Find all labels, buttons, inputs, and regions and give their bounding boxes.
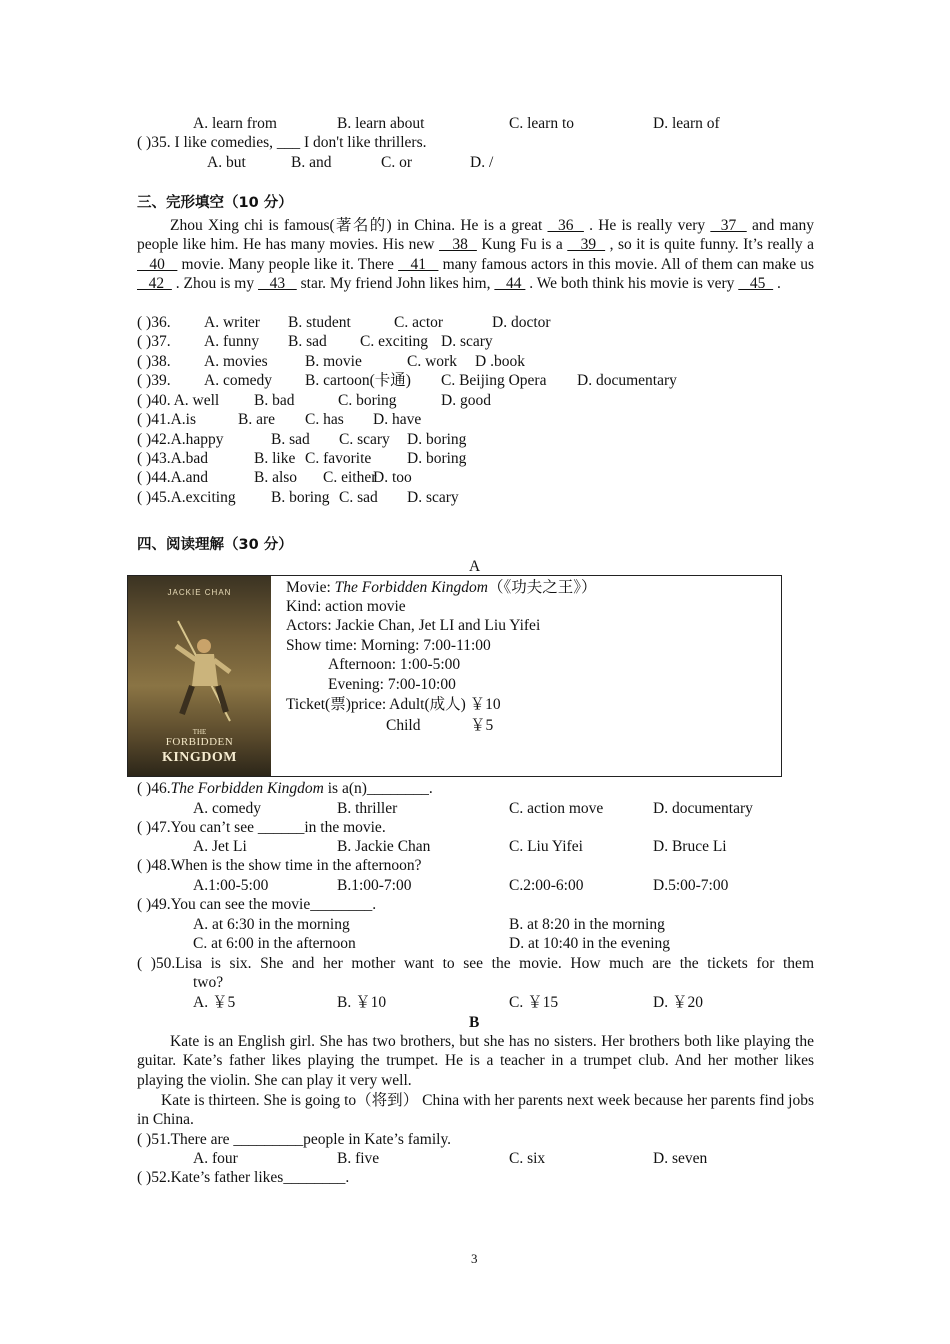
- q52-stem: ( )52.Kate’s father likes________.: [137, 1169, 350, 1186]
- q51-option-c: C. six: [509, 1150, 546, 1167]
- cloze-blank: 44: [494, 275, 526, 293]
- cloze-question-number: ( )45.A.exciting: [137, 489, 236, 506]
- cloze-question-number: ( )42.A.happy: [137, 431, 224, 448]
- cloze-text: star. My friend John likes him,: [296, 275, 495, 293]
- cloze-question-number: ( )40. A. well: [137, 392, 220, 409]
- q49-option-d: D. at 10:40 in the evening: [509, 935, 670, 952]
- movie-actors: Actors: Jackie Chan, Jet LI and Liu Yifei: [286, 617, 541, 634]
- cloze-text: and many people like him. He has many movies. His new: [137, 217, 814, 254]
- q51-option-b: B. five: [337, 1150, 380, 1167]
- cloze-blank: 37: [710, 217, 747, 234]
- cloze-question-option: B. boring: [271, 489, 330, 506]
- poster-title-kingdom: KINGDOM: [161, 750, 238, 765]
- cloze-question-number: ( )41.A.is: [137, 411, 196, 428]
- cloze-question-number: ( )44.A.and: [137, 469, 209, 486]
- q46-prefix: ( )46.: [137, 780, 171, 797]
- q35-stem: ( )35. I like comedies, ___ I don't like thrillers.: [137, 134, 427, 151]
- cloze-text: Kung Fu is a: [476, 236, 568, 254]
- cloze-question-option: B. sad: [288, 333, 327, 350]
- q35-option-b: B. and: [291, 154, 332, 171]
- cloze-question-option: A. movies: [204, 353, 268, 370]
- cloze-question-option: D. boring: [407, 431, 467, 448]
- cloze-blank: 39: [567, 236, 606, 254]
- q46-option-b: B. thriller: [337, 800, 398, 817]
- cloze-text: , so it is quite funny. It’s really a: [605, 236, 814, 254]
- poster-title-forbidden: FORBIDDEN: [165, 736, 234, 748]
- q34-option-d: D. learn of: [653, 115, 720, 132]
- cloze-question-option: C. work: [407, 353, 457, 370]
- movie-label: Movie:: [286, 579, 335, 596]
- cloze-question-number: ( )36.: [137, 314, 171, 331]
- cloze-text: . He is really very: [583, 217, 711, 234]
- movie-title-line: [286, 578, 596, 597]
- cloze-question-option: B. bad: [254, 392, 295, 409]
- cloze-question-option: D. good: [441, 392, 491, 409]
- cloze-question-option: C. either: [323, 469, 377, 486]
- q46-title: The Forbidden Kingdom: [170, 780, 324, 797]
- page-number: 3: [471, 1251, 478, 1266]
- movie-poster: [128, 576, 271, 776]
- cloze-question-option: D .book: [475, 353, 525, 370]
- cloze-question-number: ( )38.: [137, 353, 171, 370]
- cloze-question-option: D. too: [373, 469, 412, 486]
- cloze-question-option: B. are: [238, 411, 276, 428]
- q50-stem: ( )50.Lisa is six. She and her mother want to see the movie. How much are the tickets for them: [137, 955, 814, 972]
- movie-kind: Kind: action movie: [286, 598, 406, 615]
- q35-option-a: A. but: [207, 154, 246, 171]
- q49-option-b: B. at 8:20 in the morning: [509, 916, 665, 933]
- q49-option-c: C. at 6:00 in the afternoon: [193, 935, 356, 952]
- cloze-blank: 41: [398, 255, 439, 273]
- q46-rest: is a(n)________.: [323, 780, 433, 797]
- cloze-question-option: C. favorite: [305, 450, 372, 467]
- cloze-text: movie. Many people like it. There: [177, 255, 399, 273]
- q34-option-b: B. learn about: [337, 115, 425, 132]
- cloze-question-option: D. have: [373, 411, 422, 428]
- q34-option-a: A. learn from: [193, 115, 277, 132]
- passage-b-paragraph-2: Kate is thirteen. She is going to（将到） China with her parents next week because her parents find jobs in China.: [137, 1092, 814, 1129]
- cloze-question-option: B. like: [254, 450, 296, 467]
- cloze-question-number: ( )37.: [137, 333, 171, 350]
- q47-option-b: B. Jackie Chan: [337, 838, 431, 855]
- q35-option-c: C. or: [381, 154, 412, 171]
- q50-option-b: B. ￥10: [337, 994, 387, 1011]
- cloze-question-option: B. sad: [271, 431, 310, 448]
- q46-option-d: D. documentary: [653, 800, 753, 817]
- q46-stem: [137, 779, 433, 798]
- cloze-question-option: C. sad: [339, 489, 378, 506]
- q50-option-a: A. ￥5: [193, 994, 236, 1011]
- passage-a-label: A: [469, 558, 481, 575]
- cloze-question-option: C. actor: [394, 314, 444, 331]
- cloze-text: many famous actors in this movie. All of them can make us: [438, 255, 815, 273]
- cloze-question-option: B. student: [288, 314, 351, 331]
- cloze-question-option: D. documentary: [577, 372, 677, 389]
- q48-stem: ( )48.When is the show time in the afternoon?: [137, 857, 422, 874]
- ticket-child-label: Child: [386, 717, 421, 734]
- q46-option-c: C. action move: [509, 800, 604, 817]
- cloze-blank: 45: [738, 275, 774, 293]
- q48-option-b: B.1:00-7:00: [337, 877, 412, 894]
- cloze-question-option: D. boring: [407, 450, 467, 467]
- q48-option-c: C.2:00-6:00: [509, 877, 584, 894]
- cloze-question-option: A. funny: [204, 333, 260, 350]
- q49-option-a: A. at 6:30 in the morning: [193, 916, 350, 933]
- cloze-text: . Zhou is my: [171, 275, 258, 293]
- section-3-title: 三、完形填空（10 分）: [137, 195, 293, 211]
- q35-option-d: D. /: [470, 154, 494, 171]
- cloze-text: .: [773, 275, 781, 293]
- cloze-blank: 36: [547, 217, 584, 234]
- ticket-adult: Ticket(票)price: Adult(成人) ￥10: [286, 696, 501, 713]
- poster-figure: [168, 616, 238, 726]
- cloze-blank: 40: [137, 255, 178, 273]
- cloze-question-option: B. also: [254, 469, 298, 486]
- cloze-text: . We both think his movie is very: [525, 275, 739, 293]
- cloze-question-option: A. comedy: [204, 372, 273, 389]
- cloze-blank: 43: [258, 275, 297, 293]
- cloze-question-number: ( )43.A.bad: [137, 450, 209, 467]
- q47-option-d: D. Bruce Li: [653, 838, 727, 855]
- q51-stem: ( )51.There are _________people in Kate’s family.: [137, 1131, 452, 1148]
- poster-star-name: JACKIE CHAN: [167, 588, 232, 597]
- movie-title: The Forbidden Kingdom: [334, 579, 488, 596]
- q51-option-a: A. four: [193, 1150, 238, 1167]
- cloze-question-option: D. scary: [441, 333, 493, 350]
- cloze-question-number: ( )39.: [137, 372, 171, 389]
- q48-option-a: A.1:00-5:00: [193, 877, 269, 894]
- cloze-question-option: B. movie: [305, 353, 362, 370]
- show-time-afternoon: Afternoon: 1:00-5:00: [328, 656, 461, 673]
- show-time-evening: Evening: 7:00-10:00: [328, 676, 456, 693]
- q34-option-c: C. learn to: [509, 115, 574, 132]
- section-4-title: 四、阅读理解（30 分）: [137, 537, 293, 553]
- cloze-blank: 38: [438, 236, 477, 254]
- cloze-question-option: D. scary: [407, 489, 459, 506]
- passage-b-label: B: [469, 1014, 480, 1031]
- poster-title-the: THE: [192, 728, 207, 736]
- movie-title-cn: （《功夫之王》）: [487, 579, 597, 596]
- ticket-child-price: ￥5: [470, 717, 494, 734]
- q49-stem: ( )49.You can see the movie________.: [137, 896, 377, 913]
- q47-option-a: A. Jet Li: [193, 838, 247, 855]
- cloze-question-option: C. scary: [339, 431, 390, 448]
- cloze-question-option: C. has: [305, 411, 344, 428]
- q46-option-a: A. comedy: [193, 800, 262, 817]
- q51-option-d: D. seven: [653, 1150, 708, 1167]
- q48-option-d: D.5:00-7:00: [653, 877, 729, 894]
- show-time-morning: Show time: Morning: 7:00-11:00: [286, 637, 491, 654]
- cloze-question-option: D. doctor: [492, 314, 551, 331]
- cloze-text: Zhou Xing chi is famous(著名的) in China. He is a great: [170, 217, 548, 234]
- q47-option-c: C. Liu Yifei: [509, 838, 583, 855]
- cloze-question-option: C. boring: [338, 392, 397, 409]
- cloze-question-option: A. writer: [204, 314, 260, 331]
- q47-stem: ( )47.You can’t see ______in the movie.: [137, 819, 386, 836]
- cloze-blank: 42: [137, 275, 172, 293]
- cloze-question-option: B. cartoon(卡通): [305, 372, 411, 389]
- cloze-question-option: C. Beijing Opera: [441, 372, 547, 389]
- passage-b-paragraph-1: Kate is an English girl. She has two brothers, but she has no sisters. Her brothers both like playing the guitar. Kate’s father likes playing the trumpet. He is a teacher in a trumpet club. And her mother likes playing the violin. She can play it very well.: [137, 1033, 814, 1089]
- q50-option-c: C. ￥15: [509, 994, 559, 1011]
- cloze-passage: [137, 216, 814, 294]
- q50-option-d: D. ￥20: [653, 994, 703, 1011]
- cloze-question-option: C. exciting: [360, 333, 429, 350]
- q50-stem-cont: two?: [193, 974, 224, 991]
